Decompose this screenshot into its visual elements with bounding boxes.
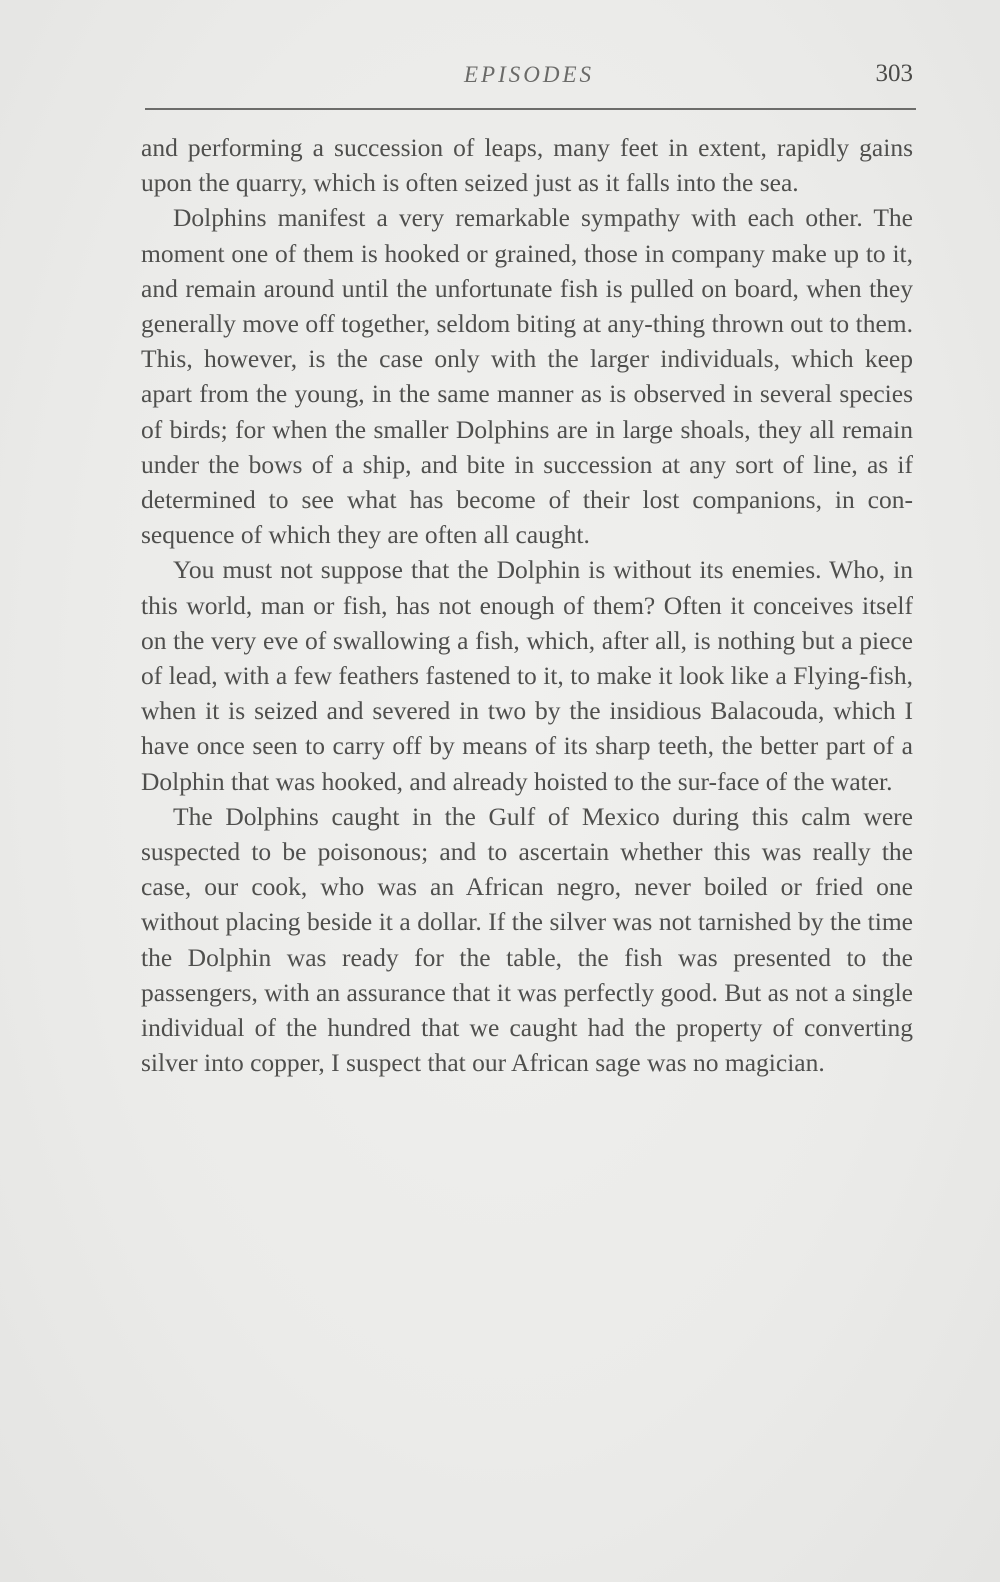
header-rule xyxy=(145,108,916,110)
paragraph-continued: and performing a succession of leaps, many feet in extent, rapidly gains upon the quarry, which is often seized just as it falls into the sea. xyxy=(141,133,913,198)
paragraph: Dolphins manifest a very remarkable sympathy with each other. The moment one of them is hooked or grained, those in company make up to it, and remain around until the unfortunate fish is pulled on board, when they generally move off together, seldom biting at any-thing thrown out to them. This, however, is the case only with the larger individuals, which keep apart from the young, in the same manner as is observed in several species of birds; for when the smaller Dolphins are in large shoals, they all remain under the bows of a ship, and bite in succession at any sort of line, as if determined to see what has become of their lost companions, in con-sequence of which they are often all caught. xyxy=(141,203,913,550)
page-number: 303 xyxy=(875,60,913,87)
paragraph: The Dolphins caught in the Gulf of Mexico during this calm were suspected to be poisonous; and to ascertain whether this was really the case, our cook, who was an African negro, never boiled or fried one without placing beside it a dollar. If the silver was not tarnished by the time the Dolphin was ready for the table, the fish was presented to the passengers, with an assurance that it was perfectly good. But as not a single individual of the hundred that we caught had the property of converting silver into copper, I suspect that our African sage was no magician. xyxy=(141,801,913,1078)
paragraph: You must not suppose that the Dolphin is without its enemies. Who, in this world, man or fish, has not enough of them? Often it conceives itself on the very eve of swallowing a fish, which, after all, is nothing but a piece of lead, with a few feathers fastened to it, to make it look like a Flying-fish, when it is seized and severed in two by the insidious Balacouda, which I have once seen to carry off by means of its sharp teeth, the better part of a Dolphin that was hooked, and already hoisted to the sur-face of the water. xyxy=(141,555,913,796)
page-header xyxy=(145,58,913,108)
body-text xyxy=(141,130,913,1080)
running-head: EPISODES xyxy=(463,62,595,87)
